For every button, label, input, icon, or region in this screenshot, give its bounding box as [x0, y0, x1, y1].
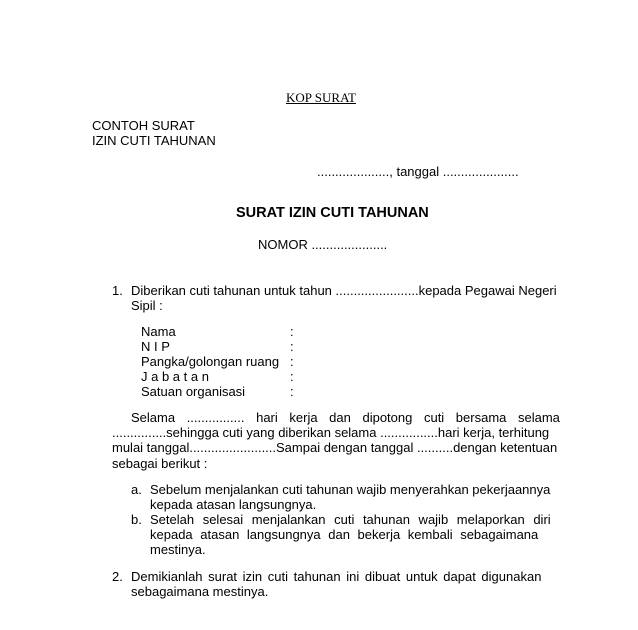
item-1-number: 1. — [112, 283, 123, 298]
field-label-nip: N I P — [141, 339, 170, 354]
letter-title: SURAT IZIN CUTI TAHUNAN — [236, 205, 429, 221]
field-colon-jabatan: : — [290, 369, 294, 384]
field-label-pangkat: Pangka/golongan ruang — [141, 354, 280, 369]
item-1-text-line1 — [131, 283, 557, 299]
sample-label-line1: CONTOH SURAT — [92, 118, 195, 133]
letter-number: NOMOR ..................... — [258, 237, 388, 252]
field-label-nama: Nama — [141, 324, 176, 339]
letterhead-placeholder: KOP SURAT — [286, 90, 356, 105]
field-colon-pangkat: : — [290, 354, 294, 369]
field-colon-satuan: : — [290, 384, 294, 399]
subitem-a-letter: a. — [131, 482, 142, 497]
item-2-number: 2. — [112, 569, 123, 584]
subitem-a-line1: Sebelum menjalankan cuti tahunan wajib menyerahkan pekerjaannya — [150, 482, 551, 497]
paragraph-line1: Selama ................ hari kerja dan dipotong cuti bersama selama — [131, 410, 560, 425]
field-label-jabatan: J a b a t a n — [141, 369, 209, 384]
subitem-b-line1: Setelah selesai menjalankan cuti tahunan wajib melaporkan diri — [150, 512, 551, 527]
item-1-line1-text: Diberikan cuti tahunan untuk tahun .......................kepada Pegawai Negeri — [131, 283, 557, 298]
place-date-line: ...................., tanggal ..................... — [317, 164, 519, 179]
item-2-line2: sebagaimana mestinya. — [131, 584, 269, 599]
item-2-line1: Demikianlah surat izin cuti tahunan ini dibuat untuk dapat digunakan — [131, 569, 542, 584]
subitem-b-line2: kepada atasan langsungnya dan bekerja kembali sebagaimana — [150, 527, 539, 542]
paragraph-line2: ...............sehingga cuti yang diberikan selama ................hari kerja, terhitung — [112, 425, 550, 440]
sample-label-line2: IZIN CUTI TAHUNAN — [92, 133, 216, 148]
paragraph-line3: mulai tanggal........................Sampai dengan tanggal ..........dengan ketentuan — [112, 440, 558, 455]
subitem-b-letter: b. — [131, 512, 142, 527]
paragraph-line4: sebagai berikut : — [112, 456, 208, 471]
field-colon-nip: : — [290, 339, 294, 354]
subitem-b-line3: mestinya. — [150, 542, 206, 557]
field-colon-nama: : — [290, 324, 294, 339]
field-label-satuan: Satuan organisasi — [141, 384, 246, 399]
item-1-text-line2: Sipil : — [131, 298, 163, 313]
subitem-a-line2: kepada atasan langsungnya. — [150, 497, 317, 512]
